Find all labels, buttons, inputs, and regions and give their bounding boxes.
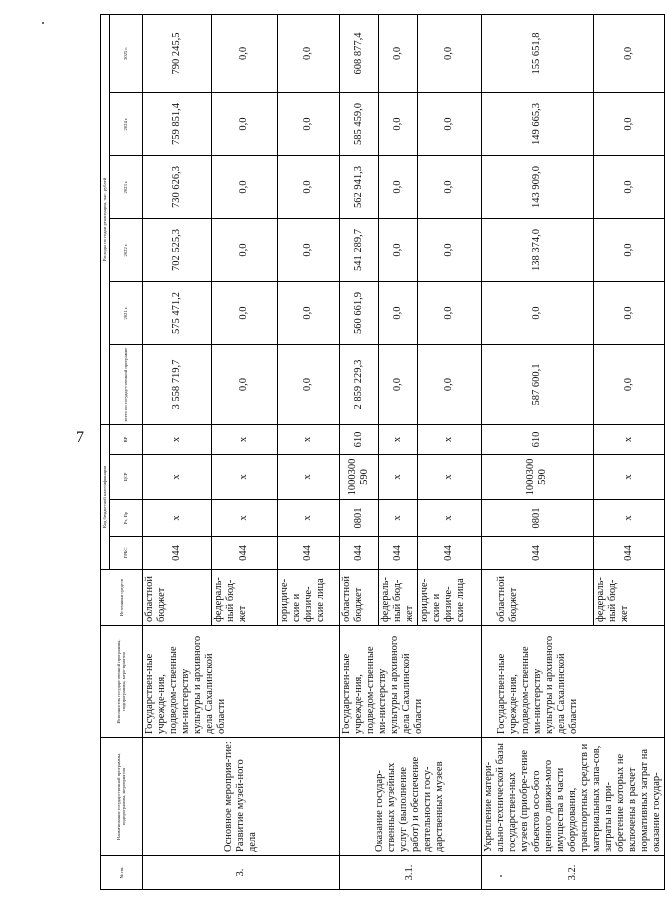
cell-2024: 149 665,3 bbox=[481, 93, 593, 156]
row-source: юридиче-ские и физиче-ские лица bbox=[277, 570, 339, 626]
row-source: федераль-ный бюд-жет bbox=[593, 570, 664, 626]
cell-grbs: 044 bbox=[142, 537, 211, 570]
scan-speck bbox=[42, 22, 44, 24]
header-source: Источники средств bbox=[101, 570, 143, 626]
row-name: Укрепление матери-ально-технической базы государствен-ных музеев (приобре-тение объектов осо-бого ценного движи-мого имущества в части оборудования, транспортных средств и материальных запа-сов, затраты на при-обретение которых не включены в расчет нормативных затрат на оказание государ- bbox=[481, 738, 664, 856]
cell-csr: x bbox=[378, 455, 417, 500]
cell-2022: 541 289,7 bbox=[339, 219, 378, 282]
header-total: всего по государ-ственной программе bbox=[109, 345, 142, 425]
cell-total: 0,0 bbox=[417, 345, 481, 425]
cell-2025: 0,0 bbox=[417, 14, 481, 92]
cell-rzpr: 0801 bbox=[481, 500, 593, 537]
header-y2024: 2024 г. bbox=[109, 93, 142, 156]
cell-grbs: 044 bbox=[211, 537, 277, 570]
cell-vr: x bbox=[211, 425, 277, 455]
cell-rzpr: x bbox=[142, 500, 211, 537]
header-budget-code: Код бюджетной классификации bbox=[101, 425, 110, 570]
row-number: 3.2. bbox=[481, 856, 664, 890]
cell-rzpr: x bbox=[211, 500, 277, 537]
cell-2022: 0,0 bbox=[277, 219, 339, 282]
cell-2024: 0,0 bbox=[593, 93, 664, 156]
cell-grbs: 044 bbox=[593, 537, 664, 570]
cell-2025: 608 877,4 bbox=[339, 14, 378, 92]
header-grbs: ГРБС bbox=[109, 537, 142, 570]
cell-rzpr: 0801 bbox=[339, 500, 378, 537]
cell-2022: 702 525,3 bbox=[142, 219, 211, 282]
cell-csr: x bbox=[142, 455, 211, 500]
row-source: областной бюджет bbox=[481, 570, 593, 626]
cell-rzpr: x bbox=[378, 500, 417, 537]
cell-total: 2 859 229,3 bbox=[339, 345, 378, 425]
cell-2021: 0,0 bbox=[211, 282, 277, 345]
cell-csr: x bbox=[211, 455, 277, 500]
cell-vr: x bbox=[277, 425, 339, 455]
cell-vr: x bbox=[142, 425, 211, 455]
cell-2025: 155 651,8 bbox=[481, 14, 593, 92]
table-row bbox=[481, 14, 593, 889]
cell-vr: x bbox=[417, 425, 481, 455]
cell-2024: 0,0 bbox=[378, 93, 417, 156]
cell-2025: 0,0 bbox=[593, 14, 664, 92]
row-executor: Государствен-ные учрежде-ния, подведом-ственные ми-нистерству культуры и архивного дела Сахалинской области bbox=[339, 626, 481, 738]
cell-rzpr: x bbox=[277, 500, 339, 537]
cell-2022: 0,0 bbox=[378, 219, 417, 282]
cell-csr: x bbox=[593, 455, 664, 500]
cell-2025: 0,0 bbox=[378, 14, 417, 92]
cell-vr: 610 bbox=[339, 425, 378, 455]
cell-grbs: 044 bbox=[339, 537, 378, 570]
header-program-name: Наименование государственной программы, подпрограммы, мероприятия bbox=[101, 738, 143, 856]
page-number: 7 bbox=[76, 429, 84, 446]
cell-2022: 0,0 bbox=[593, 219, 664, 282]
cell-grbs: 044 bbox=[417, 537, 481, 570]
cell-total: 587 600,1 bbox=[481, 345, 593, 425]
row-number: 3.1. bbox=[339, 856, 481, 890]
cell-2021: 0,0 bbox=[417, 282, 481, 345]
row-source: юридиче-ские и физиче-ские лица bbox=[417, 570, 481, 626]
cell-total: 0,0 bbox=[378, 345, 417, 425]
header-expenses: Расходы по годам реализации, тыс. рублей bbox=[101, 14, 110, 424]
row-source: федераль-ный бюд-жет bbox=[378, 570, 417, 626]
cell-grbs: 044 bbox=[481, 537, 593, 570]
cell-2023: 0,0 bbox=[378, 156, 417, 219]
cell-2023: 0,0 bbox=[417, 156, 481, 219]
header-row-1 bbox=[101, 14, 110, 889]
cell-grbs: 044 bbox=[277, 537, 339, 570]
cell-2021: 0,0 bbox=[378, 282, 417, 345]
cell-2024: 0,0 bbox=[277, 93, 339, 156]
header-rzpr: Рз, Пр bbox=[109, 500, 142, 537]
cell-total: 0,0 bbox=[277, 345, 339, 425]
cell-2025: 790 245,5 bbox=[142, 14, 211, 92]
cell-vr: 610 bbox=[481, 425, 593, 455]
row-name: Основное мероприя-тие: Развитие музей-ного дела bbox=[142, 738, 339, 856]
cell-grbs: 044 bbox=[378, 537, 417, 570]
header-y2025: 2025 г. bbox=[109, 14, 142, 92]
cell-2024: 759 851,4 bbox=[142, 93, 211, 156]
header-y2023: 2023 г. bbox=[109, 156, 142, 219]
header-y2021: 2021 г. bbox=[109, 282, 142, 345]
budget-table bbox=[100, 14, 665, 890]
cell-2023: 0,0 bbox=[277, 156, 339, 219]
cell-2023: 0,0 bbox=[593, 156, 664, 219]
cell-2021: 560 661,9 bbox=[339, 282, 378, 345]
cell-2021: 0,0 bbox=[277, 282, 339, 345]
cell-vr: x bbox=[378, 425, 417, 455]
cell-2024: 0,0 bbox=[417, 93, 481, 156]
row-name: Оказание государ-ственных музейных услуг (выполнение работ) и обеспечение деятельности госу-дарственных музеев bbox=[339, 738, 481, 856]
cell-rzpr: x bbox=[593, 500, 664, 537]
cell-2022: 0,0 bbox=[211, 219, 277, 282]
cell-rzpr: x bbox=[417, 500, 481, 537]
header-y2022: 2022 г. bbox=[109, 219, 142, 282]
cell-2023: 562 941,3 bbox=[339, 156, 378, 219]
header-executor: Исполнитель государственной программы, подпрограммы, меро-приятия bbox=[101, 626, 143, 738]
cell-2025: 0,0 bbox=[277, 14, 339, 92]
row-executor: Государствен-ные учрежде-ния, подведом-ственные ми-нистерству культуры и архивного дела Сахалинской области bbox=[481, 626, 664, 738]
cell-csr: x bbox=[277, 455, 339, 500]
rotated-page-content bbox=[100, 15, 662, 890]
header-vr: ВР bbox=[109, 425, 142, 455]
cell-2022: 138 374,0 bbox=[481, 219, 593, 282]
table-row bbox=[339, 14, 378, 889]
cell-2023: 0,0 bbox=[211, 156, 277, 219]
row-source: областной бюджет bbox=[142, 570, 211, 626]
cell-2023: 143 909,0 bbox=[481, 156, 593, 219]
row-executor: Государствен-ные учрежде-ния, подведом-ственные ми-нистерству культуры и архивного дела Сахалинской области bbox=[142, 626, 339, 738]
row-source: областной бюджет bbox=[339, 570, 378, 626]
cell-2021: 575 471,2 bbox=[142, 282, 211, 345]
table-row bbox=[142, 14, 211, 889]
cell-2021: 0,0 bbox=[593, 282, 664, 345]
header-no: № пп. bbox=[101, 856, 143, 890]
cell-total: 0,0 bbox=[211, 345, 277, 425]
cell-total: 0,0 bbox=[593, 345, 664, 425]
cell-2024: 0,0 bbox=[211, 93, 277, 156]
cell-2021: 0,0 bbox=[481, 282, 593, 345]
cell-vr: x bbox=[593, 425, 664, 455]
cell-2022: 0,0 bbox=[417, 219, 481, 282]
row-source: федераль-ный бюд-жет bbox=[211, 570, 277, 626]
cell-2025: 0,0 bbox=[211, 14, 277, 92]
cell-2023: 730 626,3 bbox=[142, 156, 211, 219]
cell-2024: 585 459,0 bbox=[339, 93, 378, 156]
row-number: 3. bbox=[142, 856, 339, 890]
header-csr: ЦСР bbox=[109, 455, 142, 500]
cell-csr: 1000300 590 bbox=[481, 455, 593, 500]
cell-csr: 1000300 590 bbox=[339, 455, 378, 500]
cell-csr: x bbox=[417, 455, 481, 500]
cell-total: 3 558 719,7 bbox=[142, 345, 211, 425]
